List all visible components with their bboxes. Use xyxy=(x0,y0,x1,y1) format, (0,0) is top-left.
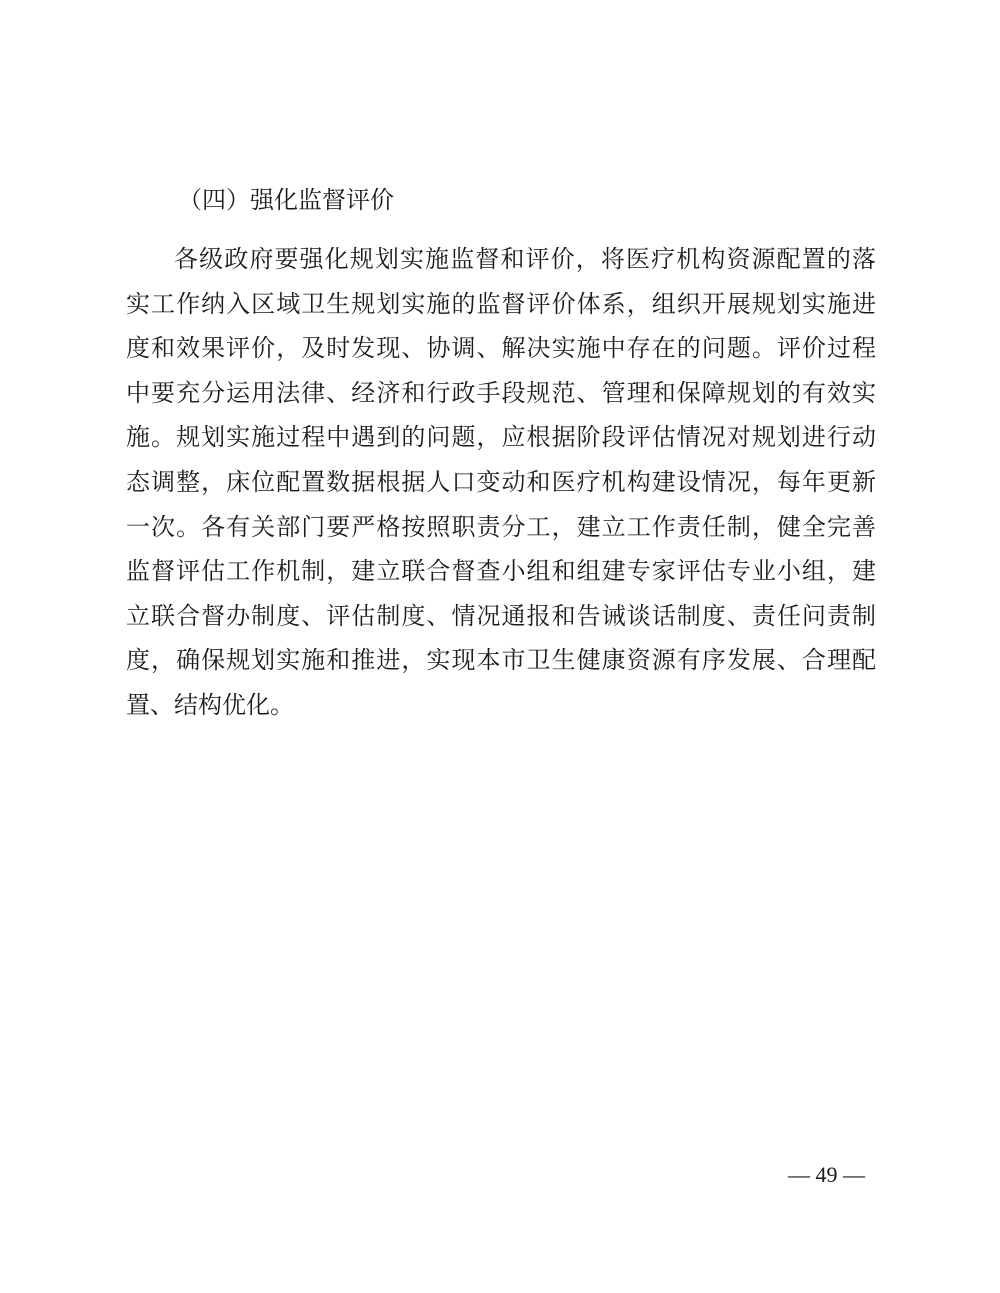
body-paragraph xyxy=(126,237,876,728)
paragraph-line-10: 度，确保规划实施和推进，实现本市卫生健康资源有序发展、合理配 xyxy=(126,646,876,675)
paragraph-line-4: 中要充分运用法律、经济和行政手段规范、管理和保障规划的有效实 xyxy=(126,378,876,407)
paragraph-line-6: 态调整，床位配置数据根据人口变动和医疗机构建设情况，每年更新 xyxy=(126,467,876,496)
section-heading: （四）强化监督评价 xyxy=(178,186,394,214)
paragraph-line-1: 各级政府要强化规划实施监督和评价，将医疗机构资源配置的落 xyxy=(174,245,876,273)
paragraph-line-11: 置、结构优化。 xyxy=(126,690,294,719)
paragraph-line-8: 监督评估工作机制，建立联合督查小组和组建专家评估专业小组，建 xyxy=(126,557,876,586)
paragraph-line-5: 施。规划实施过程中遇到的问题，应根据阶段评估情况对规划进行动 xyxy=(126,423,876,452)
paragraph-line-9: 立联合督办制度、评估制度、情况通报和告诫谈话制度、责任问责制 xyxy=(126,601,876,630)
paragraph-line-2: 实工作纳入区域卫生规划实施的监督评价体系，组织开展规划实施进 xyxy=(126,289,876,318)
paragraph-line-3: 度和效果评价，及时发现、协调、解决实施中存在的问题。评价过程 xyxy=(126,334,876,363)
page-number: — 49 — xyxy=(788,1162,865,1187)
paragraph-line-7: 一次。各有关部门要严格按照职责分工，建立工作责任制，健全完善 xyxy=(126,512,876,541)
